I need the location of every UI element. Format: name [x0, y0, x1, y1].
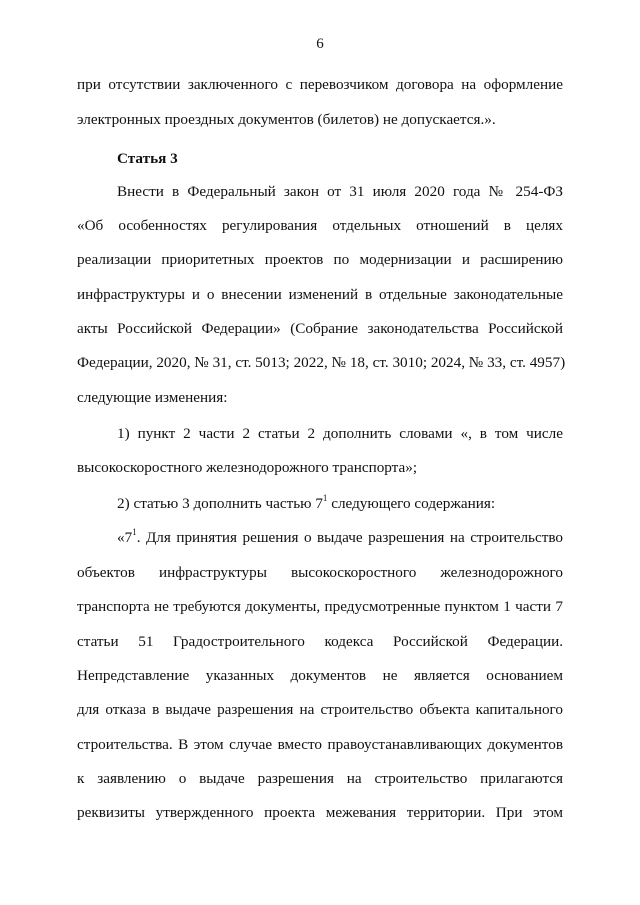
text-line: транспорта не требуются документы, предусмотренные пунктом 1 части 7: [77, 598, 563, 615]
text-line: следующие изменения:: [77, 389, 228, 406]
text-line: для отказа в выдаче разрешения на строительство объекта капитального: [77, 701, 563, 718]
text-line: Непредставление указанных документов не является основанием: [77, 667, 563, 684]
text-fragment: 2) статью 3 дополнить частью 7: [117, 495, 323, 512]
text-line: [117, 528, 563, 548]
text-line: при отсутствии заключенного с перевозчиком договора на оформление: [77, 76, 563, 93]
text-line: объектов инфраструктуры высокоскоростного железнодорожного: [77, 564, 563, 581]
text-line: реализации приоритетных проектов по модернизации и расширению: [77, 251, 563, 268]
article-heading: Статья 3: [117, 150, 178, 167]
page-number: 6: [316, 36, 324, 52]
text-line: «Об особенностях регулирования отдельных отношений в целях: [77, 217, 563, 234]
text-line: статьи 51 Градостроительного кодекса Российской Федерации.: [77, 633, 563, 650]
text-line: 1) пункт 2 части 2 статьи 2 дополнить словами «, в том числе: [117, 425, 563, 442]
text-line: реквизиты утвержденного проекта межевания территории. При этом: [77, 804, 563, 821]
text-line: инфраструктуры и о внесении изменений в отдельные законодательные: [77, 286, 563, 303]
text-line: Внести в Федеральный закон от 31 июля 2020 года № 254-ФЗ: [117, 183, 563, 200]
text-line: высокоскоростного железнодорожного транспорта»;: [77, 459, 418, 476]
text-fragment: «7: [117, 529, 133, 546]
text-line: к заявлению о выдаче разрешения на строительство прилагаются: [77, 770, 563, 787]
text-line: Федерации, 2020, № 31, ст. 5013; 2022, № 18, ст. 3010; 2024, № 33, ст. 4957): [77, 354, 566, 371]
text-fragment: . Для принятия решения о выдаче разрешения на строительство: [136, 529, 563, 546]
text-line: электронных проездных документов (билетов) не допускается.».: [77, 111, 496, 128]
superscript: 1: [132, 526, 137, 537]
superscript: 1: [322, 492, 328, 503]
text-line: [117, 494, 563, 514]
text-line: строительства. В этом случае вместо правоустанавливающих документов: [77, 736, 563, 753]
text-line: акты Российской Федерации» (Собрание законодательства Российской: [77, 320, 563, 337]
text-fragment: следующего содержания:: [327, 495, 496, 512]
